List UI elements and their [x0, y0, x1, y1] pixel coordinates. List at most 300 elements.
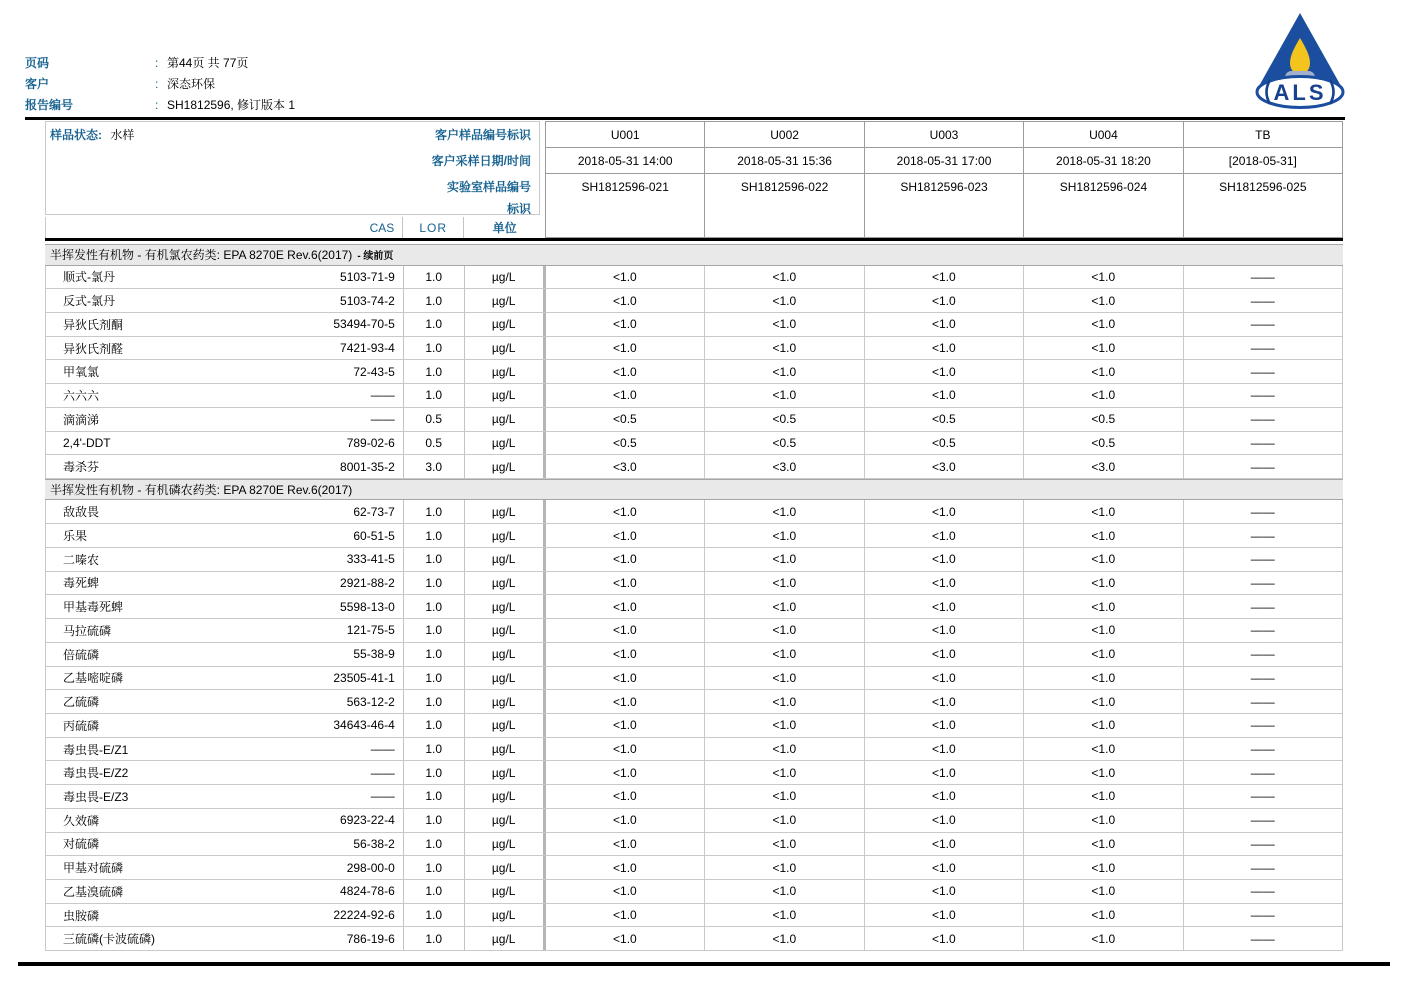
table-row [45, 927, 1343, 951]
result-value: <1.0 [865, 761, 1024, 784]
result-value: <0.5 [705, 432, 864, 455]
unit-value: µg/L [465, 408, 546, 431]
sample-datetime-cell: 2018-05-31 17:00 [864, 148, 1023, 173]
lor-value: 0.5 [404, 408, 465, 431]
unit-value: µg/L [465, 384, 546, 407]
result-value: <1.0 [705, 927, 864, 950]
result-value: <1.0 [865, 337, 1024, 360]
unit-value: µg/L [465, 738, 546, 761]
result-value: <1.0 [546, 785, 705, 808]
result-value: <1.0 [705, 619, 864, 642]
compound-name: 敌敌畏 [63, 505, 100, 520]
unit-value: µg/L [465, 313, 546, 336]
result-value: <1.0 [865, 690, 1024, 713]
cas-number: 8001-35-2 [340, 459, 395, 474]
result-value: <1.0 [1024, 289, 1183, 312]
result-value: <1.0 [865, 266, 1024, 289]
result-value: <1.0 [865, 738, 1024, 761]
unit-value: µg/L [465, 927, 546, 950]
result-value: <1.0 [865, 785, 1024, 808]
result-value: <1.0 [865, 572, 1024, 595]
lor-value: 1.0 [404, 761, 465, 784]
result-value: —— [1184, 809, 1343, 832]
lor-value: 1.0 [404, 738, 465, 761]
client-sampling-datetime-label: 客户采样日期/时间 [431, 154, 531, 168]
result-value: <1.0 [546, 313, 705, 336]
client-label: 客户 [25, 77, 50, 91]
result-value: —— [1184, 761, 1343, 784]
sample-status-value: 水样 [110, 128, 135, 142]
result-value: —— [1184, 785, 1343, 808]
result-value: <1.0 [546, 761, 705, 784]
table-row [45, 785, 1343, 809]
result-value: <1.0 [705, 643, 864, 666]
result-value: <1.0 [1024, 761, 1183, 784]
cas-number: 333-41-5 [346, 552, 395, 567]
compound-name: 反式-氯丹 [63, 294, 115, 309]
lor-value: 1.0 [404, 619, 465, 642]
analyte-table [45, 244, 1343, 951]
table-row [45, 455, 1343, 479]
table-row [45, 667, 1343, 691]
table-row [45, 572, 1343, 596]
cas-number: —— [370, 765, 395, 780]
header-divider-line [25, 117, 1345, 120]
result-value: <1.0 [705, 690, 864, 713]
table-row [45, 548, 1343, 572]
unit-value: µg/L [465, 524, 546, 547]
page-number-value: 第44页 共 77页 [167, 56, 249, 70]
sample-lab-ids-row [546, 174, 1342, 237]
unit-value: µg/L [465, 833, 546, 856]
result-value: <1.0 [1024, 337, 1183, 360]
result-value: <1.0 [546, 927, 705, 950]
result-value: <1.0 [546, 643, 705, 666]
cas-number: 121-75-5 [346, 623, 395, 638]
result-value: <1.0 [705, 266, 864, 289]
cas-number: 72-43-5 [353, 364, 395, 379]
result-value: —— [1184, 595, 1343, 618]
result-value: <1.0 [546, 904, 705, 927]
compound-name: 马拉硫磷 [63, 623, 112, 638]
result-value: <1.0 [546, 289, 705, 312]
cas-number: 34643-46-4 [333, 718, 395, 733]
result-value: —— [1184, 548, 1343, 571]
unit-value: µg/L [465, 690, 546, 713]
compound-name: 甲基对硫磷 [63, 861, 124, 876]
cas-number: 60-51-5 [353, 528, 395, 543]
unit-value: µg/L [465, 595, 546, 618]
result-value: <1.0 [1024, 856, 1183, 879]
compound-name: 2,4'-DDT [63, 435, 111, 450]
page-number-label: 页码 [25, 56, 50, 70]
section-header-bar [45, 244, 1343, 266]
compound-name: 异狄氏剂醛 [63, 341, 124, 356]
unit-value: µg/L [465, 643, 546, 666]
cas-number: —— [370, 412, 395, 427]
result-value: <1.0 [546, 714, 705, 737]
unit-value: µg/L [465, 880, 546, 903]
result-value: <1.0 [705, 856, 864, 879]
sample-id-cell: U002 [704, 122, 863, 147]
result-value: <1.0 [1024, 572, 1183, 595]
client-field [25, 73, 295, 94]
unit-value: µg/L [465, 360, 546, 383]
result-value: <1.0 [705, 880, 864, 903]
lor-value: 3.0 [404, 455, 465, 478]
compound-name: 乙硫磷 [63, 695, 100, 710]
client-sample-id-label: 客户样品编号标识 [434, 128, 531, 142]
cas-number: 56-38-2 [353, 836, 395, 851]
result-value: —— [1184, 856, 1343, 879]
result-value: <1.0 [546, 337, 705, 360]
result-value: <1.0 [1024, 714, 1183, 737]
result-value: <1.0 [865, 714, 1024, 737]
lor-value: 1.0 [404, 595, 465, 618]
table-row [45, 524, 1343, 548]
header-fields [25, 52, 295, 115]
result-value: —— [1184, 384, 1343, 407]
lor-value: 1.0 [404, 714, 465, 737]
lor-value: 1.0 [404, 809, 465, 832]
result-value: —— [1184, 667, 1343, 690]
result-value: <0.5 [546, 408, 705, 431]
result-value: <1.0 [705, 833, 864, 856]
result-value: <3.0 [705, 455, 864, 478]
table-row [45, 432, 1343, 456]
lab-sample-number-label: 实验室样品编号 [446, 180, 531, 194]
result-value: <1.0 [865, 880, 1024, 903]
result-value: <1.0 [1024, 833, 1183, 856]
table-row [45, 408, 1343, 432]
result-value: <1.0 [865, 667, 1024, 690]
result-value: <1.0 [546, 833, 705, 856]
result-value: <1.0 [865, 524, 1024, 547]
result-value: <1.0 [705, 500, 864, 523]
lor-value: 1.0 [404, 785, 465, 808]
result-value: —— [1184, 880, 1343, 903]
compound-name: 虫胺磷 [63, 908, 100, 923]
sample-lab-id-cell: SH1812596-024 [1023, 174, 1182, 237]
lor-value: 0.5 [404, 432, 465, 455]
result-value: —— [1184, 690, 1343, 713]
result-value: <1.0 [1024, 927, 1183, 950]
result-value: <1.0 [865, 833, 1024, 856]
cas-number: 2921-88-2 [340, 575, 395, 590]
result-value: <1.0 [546, 619, 705, 642]
result-value: <1.0 [865, 360, 1024, 383]
lor-value: 1.0 [404, 880, 465, 903]
result-value: <0.5 [1024, 408, 1183, 431]
result-value: <1.0 [1024, 266, 1183, 289]
result-value: <1.0 [865, 643, 1024, 666]
sample-datetime-cell: [2018-05-31] [1183, 148, 1342, 173]
result-value: <3.0 [1024, 455, 1183, 478]
compound-name: 毒死蜱 [63, 576, 100, 591]
cas-number: 5103-74-2 [340, 293, 395, 308]
result-value: <1.0 [865, 289, 1024, 312]
result-value: <1.0 [705, 904, 864, 927]
result-value: <1.0 [865, 904, 1024, 927]
sample-id-cell: TB [1183, 122, 1342, 147]
unit-value: µg/L [465, 667, 546, 690]
result-value: <1.0 [1024, 667, 1183, 690]
compound-name: 毒虫畏-E/Z3 [63, 789, 129, 804]
cas-number: 55-38-9 [353, 647, 395, 662]
table-row [45, 643, 1343, 667]
result-value: —— [1184, 714, 1343, 737]
sample-status-label: 样品状态: [50, 128, 102, 142]
result-value: <1.0 [546, 500, 705, 523]
result-value: <1.0 [865, 384, 1024, 407]
cas-number: 4824-78-6 [340, 884, 395, 899]
result-value: <1.0 [1024, 313, 1183, 336]
sample-meta-box [45, 121, 540, 215]
result-value: —— [1184, 360, 1343, 383]
result-value: <1.0 [865, 500, 1024, 523]
section-title-suffix: - 续前页 [357, 251, 394, 263]
sample-lab-id-cell: SH1812596-023 [864, 174, 1023, 237]
cas-number: 298-00-0 [346, 860, 395, 875]
unit-value: µg/L [465, 904, 546, 927]
result-value: <1.0 [1024, 595, 1183, 618]
lor-value: 1.0 [404, 927, 465, 950]
als-logo [1253, 8, 1347, 110]
result-value: —— [1184, 619, 1343, 642]
identifier-label: 标识 [506, 202, 531, 216]
lor-value: 1.0 [404, 337, 465, 360]
report-number-field [25, 94, 295, 115]
result-value: <1.0 [546, 738, 705, 761]
result-value: —— [1184, 572, 1343, 595]
result-value: <1.0 [865, 856, 1024, 879]
client-value: 深态环保 [167, 77, 216, 91]
result-value: <1.0 [705, 313, 864, 336]
result-value: <1.0 [705, 524, 864, 547]
lor-value: 1.0 [404, 360, 465, 383]
result-value: <1.0 [705, 595, 864, 618]
result-value: <1.0 [546, 524, 705, 547]
colon-separator: : [155, 55, 159, 70]
lor-value: 1.0 [404, 904, 465, 927]
lor-value: 1.0 [404, 572, 465, 595]
result-value: <1.0 [865, 619, 1024, 642]
result-value: <0.5 [705, 408, 864, 431]
sample-id-cell: U003 [864, 122, 1023, 147]
cas-number: 563-12-2 [346, 694, 395, 709]
result-value: <1.0 [705, 785, 864, 808]
unit-value: µg/L [465, 337, 546, 360]
result-value: <1.0 [705, 761, 864, 784]
section-title: 半挥发性有机物 - 有机磷农药类: EPA 8270E Rev.6(2017) [50, 483, 353, 498]
result-value: —— [1184, 432, 1343, 455]
cas-number: 23505-41-1 [333, 670, 395, 685]
result-value: <1.0 [705, 738, 864, 761]
result-value: <1.0 [705, 289, 864, 312]
table-row [45, 714, 1343, 738]
unit-value: µg/L [465, 761, 546, 784]
result-value: <1.0 [1024, 643, 1183, 666]
result-value: <0.5 [865, 408, 1024, 431]
unit-value: µg/L [465, 289, 546, 312]
sample-dates-row [546, 148, 1342, 174]
result-value: <1.0 [705, 337, 864, 360]
cas-number: 62-73-7 [353, 504, 395, 519]
result-value: —— [1184, 500, 1343, 523]
sample-status-line [50, 126, 134, 143]
samples-grid [545, 121, 1343, 238]
compound-name: 对硫磷 [63, 837, 100, 852]
als-logo-graphic [1253, 8, 1347, 110]
lor-value: 1.0 [404, 643, 465, 666]
result-value: —— [1184, 455, 1343, 478]
result-value: <1.0 [1024, 785, 1183, 808]
result-value: <3.0 [865, 455, 1024, 478]
compound-name: 久效磷 [63, 813, 100, 828]
lor-value: 1.0 [404, 289, 465, 312]
result-value: <1.0 [705, 548, 864, 571]
result-value: <1.0 [1024, 500, 1183, 523]
sample-id-cell: U004 [1023, 122, 1182, 147]
cas-number: —— [370, 388, 395, 403]
sample-lab-id-cell: SH1812596-022 [704, 174, 863, 237]
page-number-field [25, 52, 295, 73]
result-value: <1.0 [546, 266, 705, 289]
lor-value: 1.0 [404, 856, 465, 879]
compound-name: 甲基毒死蜱 [63, 600, 124, 615]
compound-name: 乙基嘧啶磷 [63, 671, 124, 686]
result-value: —— [1184, 266, 1343, 289]
result-value: <1.0 [1024, 738, 1183, 761]
result-value: <1.0 [865, 927, 1024, 950]
unit-value: µg/L [465, 856, 546, 879]
cas-number: 53494-70-5 [333, 317, 395, 332]
compound-name: 毒杀芬 [63, 460, 100, 475]
cas-number: 5598-13-0 [340, 599, 395, 614]
lor-value: 1.0 [404, 500, 465, 523]
result-value: —— [1184, 524, 1343, 547]
result-value: —— [1184, 833, 1343, 856]
table-row [45, 904, 1343, 928]
result-value: <1.0 [546, 690, 705, 713]
table-row [45, 738, 1343, 762]
result-value: <1.0 [705, 384, 864, 407]
lor-value: 1.0 [404, 667, 465, 690]
result-value: <1.0 [1024, 360, 1183, 383]
cas-number: 786-19-6 [346, 931, 395, 946]
result-value: <1.0 [1024, 548, 1183, 571]
result-value: —— [1184, 738, 1343, 761]
result-value: —— [1184, 643, 1343, 666]
result-value: <1.0 [705, 714, 864, 737]
result-value: <1.0 [1024, 619, 1183, 642]
result-value: <1.0 [546, 384, 705, 407]
compound-name: 滴滴涕 [63, 412, 100, 427]
unit-value: µg/L [465, 714, 546, 737]
lor-value: 1.0 [404, 524, 465, 547]
table-row [45, 337, 1343, 361]
lor-value: 1.0 [404, 690, 465, 713]
cas-number: 789-02-6 [346, 435, 395, 450]
unit-value: µg/L [465, 432, 546, 455]
subheader-divider-line [45, 238, 1343, 241]
table-row [45, 833, 1343, 857]
result-value: <1.0 [865, 809, 1024, 832]
lor-value: 1.0 [404, 266, 465, 289]
table-subheader-row [45, 217, 545, 238]
cas-number: 22224-92-6 [333, 908, 395, 923]
table-row [45, 880, 1343, 904]
table-row [45, 289, 1343, 313]
report-number-label: 报告编号 [25, 98, 74, 112]
result-value: <1.0 [1024, 904, 1183, 927]
result-value: <1.0 [546, 856, 705, 879]
unit-value: µg/L [465, 548, 546, 571]
result-value: <1.0 [546, 572, 705, 595]
result-value: <1.0 [865, 595, 1024, 618]
section-header-bar [45, 479, 1343, 501]
compound-name: 甲氧氯 [63, 365, 100, 380]
compound-name: 乙基溴硫磷 [63, 884, 124, 899]
cas-number: 5103-71-9 [340, 269, 395, 284]
unit-value: µg/L [465, 619, 546, 642]
table-row [45, 360, 1343, 384]
unit-value: µg/L [465, 500, 546, 523]
table-row [45, 856, 1343, 880]
compound-name: 乐果 [63, 529, 88, 544]
compound-name: 顺式-氯丹 [63, 270, 115, 285]
cas-number: 6923-22-4 [340, 813, 395, 828]
colon-separator: : [155, 76, 159, 91]
result-value: —— [1184, 927, 1343, 950]
lor-value: 1.0 [404, 384, 465, 407]
cas-column-header: CAS [46, 217, 403, 238]
result-value: —— [1184, 289, 1343, 312]
sample-datetime-cell: 2018-05-31 18:20 [1023, 148, 1182, 173]
result-value: <1.0 [1024, 690, 1183, 713]
result-value: <1.0 [705, 667, 864, 690]
lor-value: 1.0 [404, 833, 465, 856]
unit-value: µg/L [465, 572, 546, 595]
colon-separator: : [155, 97, 159, 112]
unit-value: µg/L [465, 809, 546, 832]
table-row [45, 761, 1343, 785]
result-value: <1.0 [546, 548, 705, 571]
table-row [45, 619, 1343, 643]
compound-name: 毒虫畏-E/Z1 [63, 742, 129, 757]
table-row [45, 500, 1343, 524]
logo-text: ALS [1273, 80, 1327, 105]
footer-divider-line [18, 962, 1390, 966]
sample-ids-row [546, 122, 1342, 148]
result-value: <0.5 [865, 432, 1024, 455]
result-value: <1.0 [1024, 384, 1183, 407]
result-value: —— [1184, 337, 1343, 360]
table-row [45, 384, 1343, 408]
unit-value: µg/L [465, 455, 546, 478]
compound-name: 三硫磷(卡波硫磷) [63, 932, 155, 947]
result-value: <1.0 [705, 809, 864, 832]
table-row [45, 809, 1343, 833]
result-value: <1.0 [546, 667, 705, 690]
result-value: <1.0 [865, 313, 1024, 336]
lor-value: 1.0 [404, 548, 465, 571]
sample-datetime-cell: 2018-05-31 15:36 [704, 148, 863, 173]
table-row [45, 595, 1343, 619]
unit-value: µg/L [465, 266, 546, 289]
lor-column-header: LOR [403, 217, 464, 238]
result-value: <1.0 [546, 809, 705, 832]
